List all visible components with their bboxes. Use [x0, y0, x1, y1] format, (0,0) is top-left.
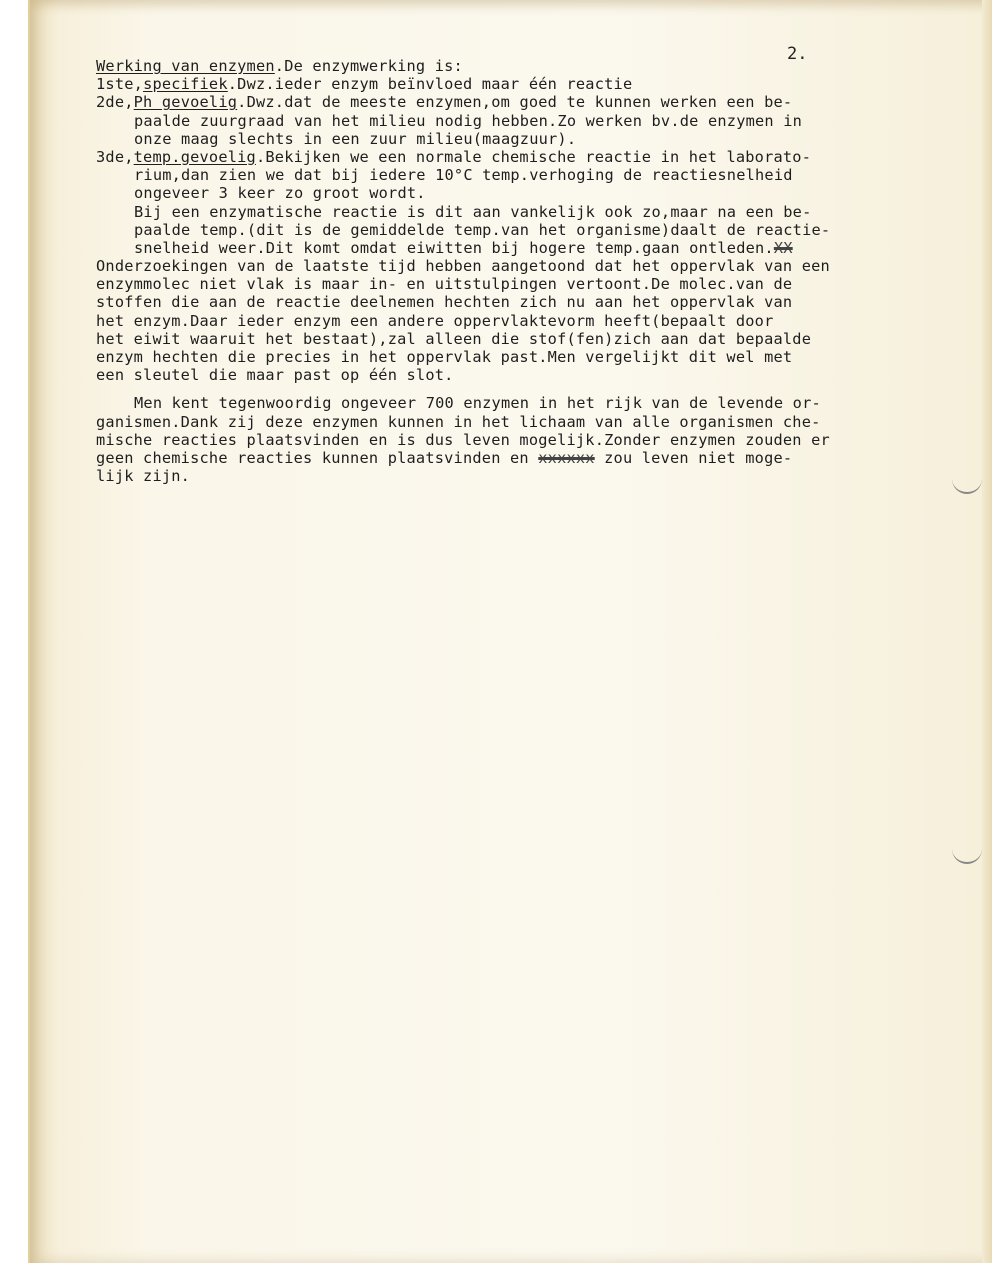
text-line	[96, 166, 916, 184]
text-span: 1ste,	[96, 75, 144, 94]
text-span: enzymmolec niet vlak is maar in- en uitstulpingen vertoont.De molec.van de	[96, 275, 793, 294]
text-span: rium,dan zien we dat bij iedere 10°C temp.verhoging de reactiesnelheid	[134, 166, 793, 185]
text-line	[96, 257, 916, 275]
text-line	[96, 184, 916, 202]
text-span: 3de,	[96, 147, 134, 166]
underlined-heading-text: Werking van enzymen	[96, 57, 275, 75]
underlined-heading-text: temp.gevoelig	[133, 147, 256, 166]
text-span: .De enzymwerking is:	[274, 57, 463, 75]
text-span: lijk zijn.	[96, 467, 191, 486]
text-span: het eiwit waaruit het bestaat),zal alleen die stof(fen)zich aan dat bepaalde	[96, 329, 812, 348]
text-line	[96, 75, 916, 93]
text-line	[96, 203, 916, 221]
text-line	[96, 366, 916, 384]
page-number: 2.	[787, 44, 808, 64]
text-line	[96, 112, 916, 130]
text-line	[96, 57, 916, 75]
text-span: ganismen.Dank zij deze enzymen kunnen in het lichaam van alle organismen che-	[96, 412, 821, 431]
text-line	[96, 312, 916, 330]
text-span: mische reacties plaatsvinden en is dus leven mogelijk.Zonder enzymen zouden er	[96, 430, 830, 449]
struck-out-text: xxxxxx	[538, 448, 595, 467]
text-span: Onderzoekingen van de laatste tijd hebben aangetoond dat het oppervlak van een	[96, 257, 830, 276]
text-span: onze maag slechts in een zuur milieu(maagzuur).	[134, 129, 577, 148]
text-span: Bij een enzymatische reactie is dit aan vankelijk ook zo,maar na een be-	[134, 202, 812, 221]
text-span: een sleutel die maar past op één slot.	[96, 366, 454, 385]
text-line	[96, 467, 916, 485]
text-line	[96, 293, 916, 311]
text-line	[96, 394, 916, 412]
text-line	[96, 348, 916, 366]
text-span: .Bekijken we een normale chemische reactie in het laborato-	[255, 147, 812, 166]
text-span: het enzym.Daar ieder enzym een andere oppervlaktevorm heeft(bepaalt door	[96, 311, 774, 330]
text-span: geen chemische reacties kunnen plaatsvinden en	[96, 448, 539, 467]
text-line	[96, 221, 916, 239]
text-line	[96, 413, 916, 431]
text-span: stoffen die aan de reactie deelnemen hechten zich nu aan het oppervlak van	[96, 293, 793, 312]
text-line	[96, 330, 916, 348]
underlined-heading-text: Ph gevoelig	[133, 93, 238, 112]
text-span: zou leven niet moge-	[594, 448, 793, 467]
text-line	[96, 239, 916, 257]
text-line	[96, 275, 916, 293]
text-span: enzym hechten die precies in het oppervlak past.Men vergelijkt dit wel met	[96, 348, 793, 366]
text-span: ongeveer 3 keer zo groot wordt.	[134, 184, 426, 203]
struck-out-text: XX	[773, 238, 793, 257]
text-span: .Dwz.ieder enzym beïnvloed maar één reactie	[227, 75, 633, 94]
document-body	[96, 57, 916, 485]
text-span: 2de,	[96, 93, 134, 112]
text-span: Men kent tegenwoordig ongeveer 700 enzymen in het rijk van de levende or-	[134, 394, 821, 413]
text-line	[96, 93, 916, 111]
text-span: paalde temp.(dit is de gemiddelde temp.van het organisme)daalt de reactie-	[134, 220, 831, 239]
text-span: snelheid weer.Dit komt omdat eiwitten bij hogere temp.gaan ontleden.	[134, 238, 774, 257]
text-line	[96, 148, 916, 166]
text-span: .Dwz.dat de meeste enzymen,om goed te kunnen werken een be-	[237, 93, 793, 112]
text-line	[96, 431, 916, 449]
text-line	[96, 449, 916, 467]
text-span: paalde zuurgraad van het milieu nodig hebben.Zo werken bv.de enzymen in	[134, 111, 803, 130]
text-line	[96, 130, 916, 148]
underlined-heading-text: specifiek	[143, 75, 228, 94]
paper-edge	[982, 0, 992, 1263]
